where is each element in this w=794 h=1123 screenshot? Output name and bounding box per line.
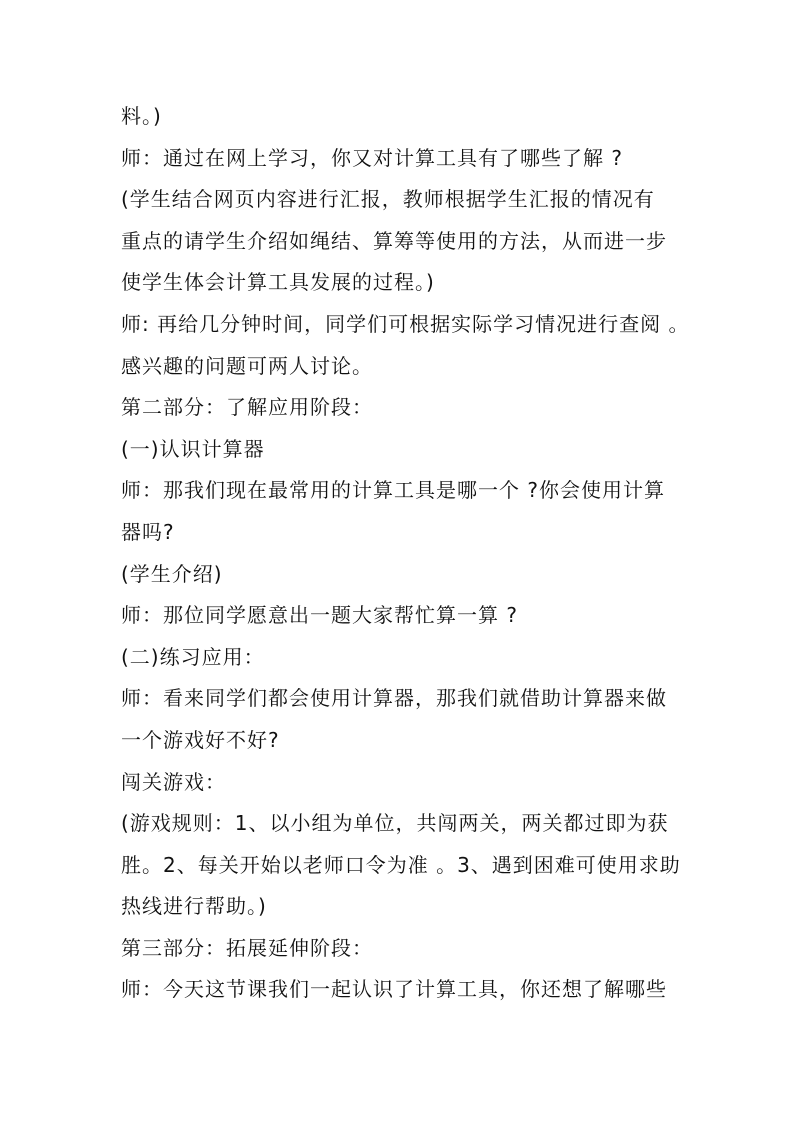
text-line: 师: 再给几分钟时间，同学们可根据实际学习情况进行查阅 。	[121, 311, 690, 336]
subsection-heading: (一)认识计算器	[121, 436, 265, 461]
text-line: 师：看来同学们都会使用计算器，那我们就借助计算器来做	[121, 686, 667, 711]
text-line: 闯关游戏：	[121, 769, 226, 794]
text-line: (游戏规则：1、以小组为单位，共闯两关，两关都过即为获	[121, 811, 669, 836]
text-line: 师：通过在网上学习，你又对计算工具有了哪些了解 ?	[121, 145, 623, 170]
text-line: (学生结合网页内容进行汇报，教师根据学生汇报的情况有	[121, 187, 655, 212]
subsection-heading: (二)练习应用：	[121, 644, 265, 669]
text-line: 师：那位同学愿意出一题大家帮忙算一算 ?	[121, 603, 518, 628]
section-heading: 第三部分：拓展延伸阶段：	[121, 935, 373, 960]
text-line: 使学生体会计算工具发展的过程。)	[121, 270, 435, 295]
document-body	[121, 96, 690, 1011]
text-line: 感兴趣的问题可两人讨论。	[121, 353, 373, 378]
text-line: 胜。2、每关开始以老师口令为准 。3、遇到困难可使用求助	[121, 852, 681, 877]
text-line: 师：那我们现在最常用的计算工具是哪一个 ?你会使用计算	[121, 478, 665, 503]
text-line: 热线进行帮助。)	[121, 894, 267, 919]
section-heading: 第二部分：了解应用阶段：	[121, 395, 373, 420]
text-line: 料。)	[121, 104, 162, 128]
text-line: 师：今天这节课我们一起认识了计算工具，你还想了解哪些	[121, 977, 667, 1002]
text-line: 一个游戏好不好?	[121, 727, 280, 752]
text-line: 器吗?	[121, 519, 175, 544]
text-line: (学生介绍)	[121, 561, 223, 586]
text-line: 重点的请学生介绍如绳结、算筹等使用的方法，从而进一步	[121, 228, 667, 253]
